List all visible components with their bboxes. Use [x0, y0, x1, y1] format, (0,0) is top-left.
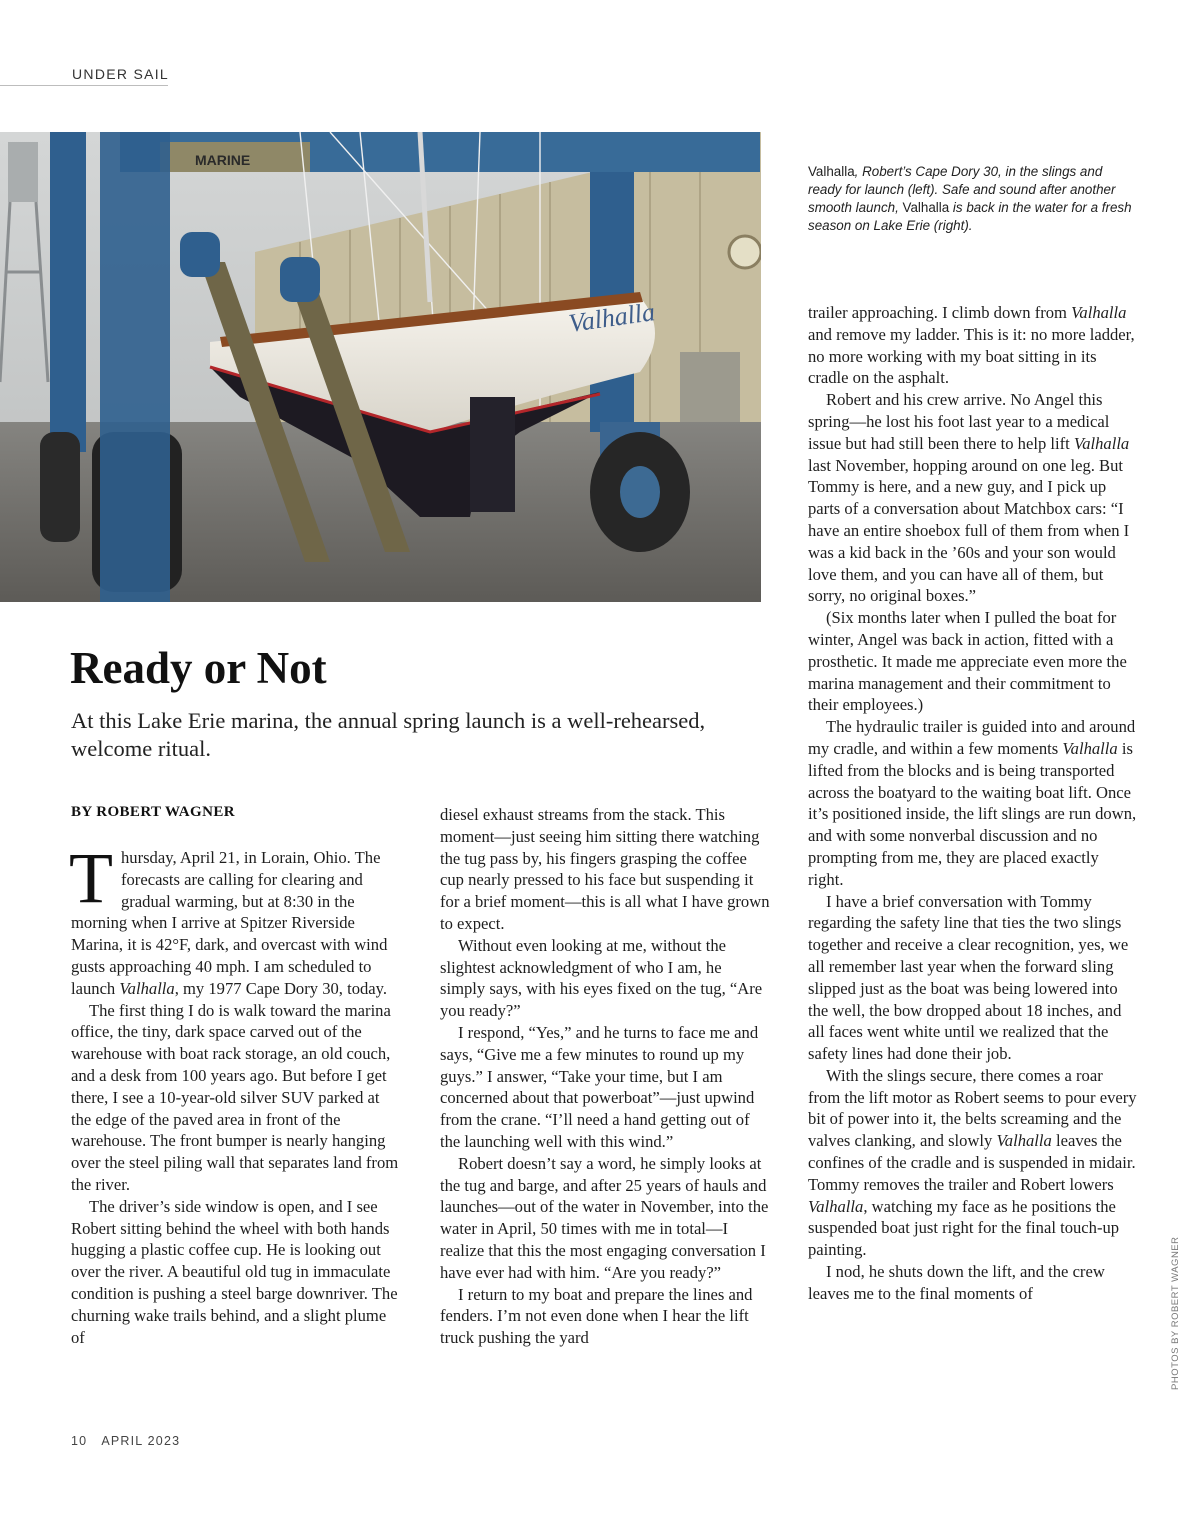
boat-name: Valhalla [1071, 303, 1127, 322]
issue-date: APRIL 2023 [101, 1434, 181, 1448]
page-number: 10 [71, 1434, 88, 1448]
caption-boat-name: Valhalla [902, 200, 950, 215]
paragraph-text: , watching my face as he positions the suspended boat just right for the final touch-up painting. [808, 1196, 1120, 1260]
caption-text: , Robert’s Cape Dory 30, in the slings and ready for launch (left). Safe and sound after another smooth launch, [808, 164, 1116, 215]
body-paragraph: I respond, “Yes,” and he turns to face me and says, “Give me a few minutes to round up my guys.” I answer, “Take your time, but I am concerned about that powerboat”—just upwind from the crane. “I’ll need a hand getting out of the launching well with this wind.” [440, 1022, 759, 1151]
lift-leg-left [100, 132, 170, 602]
caption-text: is back in the water for a fresh season on Lake Erie (right). [808, 200, 1132, 233]
paragraph-text: hursday, April 21, in Lorain, Ohio. The forecasts are calling for clearing and gradual warming, but at 8:30 in the morning when I arrive at Spitzer Riverside Marina, it is 42°F, dark, and overcast with wind gusts approaching 40 mph. I am scheduled to launch [71, 848, 388, 998]
body-paragraph [808, 1065, 1138, 1261]
body-column-2 [440, 804, 770, 1349]
caption-boat-name: Valhalla [808, 164, 855, 179]
body-column-3 [808, 302, 1138, 1305]
body-paragraph [69, 838, 401, 1000]
article-deck: At this Lake Erie marina, the annual spring launch is a well-rehearsed, welcome ritual. [71, 708, 706, 761]
boat-name: Valhalla [996, 1131, 1052, 1151]
paragraph-text: leaves the confines of the cradle and is suspended in midair. Tommy removes the trailer and Robert lowers [808, 1131, 1136, 1194]
body-paragraph: I return to my boat and prepare the lines and fenders. I’m not even done when I hear the lift truck pushing the yard [440, 1284, 753, 1348]
photo-caption [808, 163, 1138, 235]
body-paragraph: (Six months later when I pulled the boat for winter, Angel was back in action, fitted with a prosthetic. It made me appreciate even more the marina management and their commitment to their employees.) [808, 608, 1127, 715]
page-folio [71, 1434, 180, 1448]
boat-name: Valhalla [1062, 738, 1118, 758]
body-column-1 [69, 838, 401, 1348]
body-paragraph [808, 302, 1138, 389]
section-divider [0, 85, 168, 86]
hull-name-lettering: Valhalla [566, 297, 657, 338]
boat-name: Valhalla [1073, 433, 1130, 453]
body-paragraph: Without even looking at me, without the slightest acknowledgment of who I am, he simply says, with his eyes fixed on the tug, “Are you ready?” [440, 935, 763, 1021]
section-label: UNDER SAIL [72, 66, 170, 82]
drop-cap: T [69, 838, 113, 918]
boat-lift-photo [0, 132, 761, 602]
paragraph-text: and remove my ladder. This is it: no more ladder, no more working with my boat sitting in its cradle on the asphalt. [808, 324, 1135, 388]
body-paragraph: I nod, he shuts down the lift, and the crew leaves me to the final moments of [808, 1262, 1105, 1303]
paragraph-text: is lifted from the blocks and is being transported across the boatyard to the waiting boat lift. Once it’s positioned inside, the lift slings are run down, and with some nonverbal discussion and no prompting from me, they are placed exactly right. [808, 738, 1137, 889]
paragraph-text: , my 1977 Cape Dory 30, today. [174, 978, 388, 998]
body-paragraph: I have a brief conversation with Tommy regarding the safety line that ties the two slings together and receive a clear recognition, yes, we all remember last year when the forward sling slipped just as the boat was being lowered into the well, the bow dropped about 18 inches, and all faces went white until we realized that the safety lines had done their job. [808, 891, 1129, 1064]
boat-name: Valhalla [808, 1196, 864, 1216]
boat-lift-illustration [0, 132, 761, 602]
photo-credit: PHOTOS BY ROBERT WAGNER [1170, 1236, 1181, 1390]
body-paragraph [808, 716, 1138, 890]
article-headline: Ready or Not [70, 643, 327, 693]
body-paragraph: The first thing I do is walk toward the marina office, the tiny, dark space carved out of the warehouse with boat rack storage, an old couch, and a desk from 100 years ago. But before I get there, I see a 10-year-old silver SUV parked at the edge of the paved area in front of the warehouse. The front bumper is nearly hanging over the steel piling wall that separates land from the river. [71, 1000, 399, 1194]
byline: BY ROBERT WAGNER [71, 804, 235, 820]
crane-brand-text: MARINE [195, 152, 251, 168]
paragraph-text: trailer approaching. I climb down from [808, 303, 1072, 322]
body-paragraph: diesel exhaust streams from the stack. This moment—just seeing him sitting there watching the tug pass by, his fingers grasping the coffee cup nearly pressed to his face but suspending it for a brief moment—this is all what I have grown to expect. [440, 805, 770, 933]
body-paragraph [808, 389, 1138, 607]
body-paragraph: The driver’s side window is open, and I see Robert sitting behind the wheel with both hands hugging a plastic coffee cup. He is looking out over the river. A beautiful old tug in immaculate condition is pushing a steel barge downriver. The churning wake trails behind, and a slight plume of [71, 1196, 398, 1347]
paragraph-text: Robert and his crew arrive. No Angel this spring—he lost his foot last year to a medical issue but had still been there to help lift [808, 390, 1110, 453]
boat-name: Valhalla [119, 978, 175, 998]
body-paragraph: Robert doesn’t say a word, he simply looks at the tug and barge, and after 25 years of hauls and launches—out of the water in November, into the water in April, 50 times with me in total—I realize that this the most engaging conversation I have ever had with him. “Are you ready?” [440, 1153, 769, 1282]
paragraph-text: The hydraulic trailer is guided into and around my cradle, and within a few moments [808, 717, 1136, 758]
paragraph-text: With the slings secure, there comes a roar from the lift motor as Robert seems to pour every bit of power into it, the belts screaming and the valves clanking, and slowly [808, 1065, 1137, 1151]
paragraph-text: last November, hopping around on one leg. But Tommy is here, and a new guy, and I pick up parts of a conversation about Matchbox cars: “I have an entire shoebox full of them from when I was a kid back in the ’60s and your son would love them, and you can have all of them, but sorry, no original boxes.” [808, 455, 1130, 606]
